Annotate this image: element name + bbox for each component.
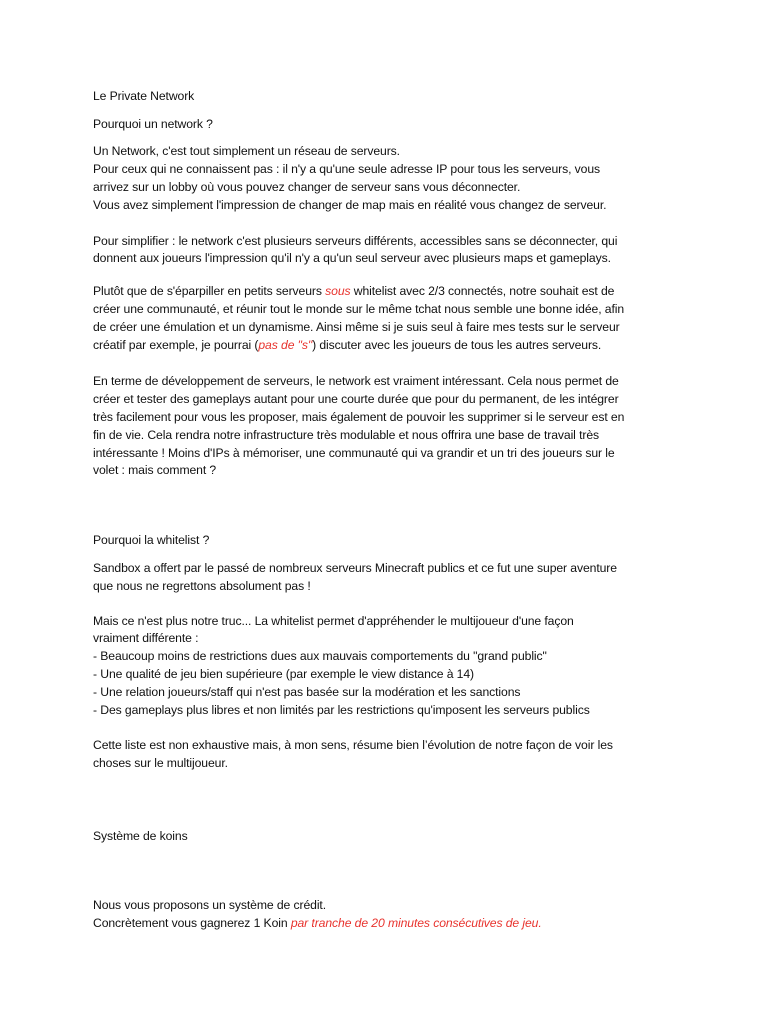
heading-whitelist: Pourquoi la whitelist ? xyxy=(93,533,210,547)
text-segment: Plutôt que de s'éparpiller en petits serveurs xyxy=(93,284,326,298)
text-line xyxy=(93,338,601,352)
text-line: Nous vous proposons un système de crédit. xyxy=(93,898,327,912)
text-line: Un Network, c'est tout simplement un réseau de serveurs. xyxy=(93,144,400,158)
text-line: fin de vie. Cela rendra notre infrastructure très modulable et nous offrira une base de travail très xyxy=(93,428,599,442)
text-segment: Concrètement vous gagnerez 1 Koin xyxy=(93,916,291,930)
text-line: Mais ce n'est plus notre truc... La whitelist permet d'appréhender le multijoueur d'une façon xyxy=(93,614,574,628)
list-item: - Une relation joueurs/staff qui n'est pas basée sur la modération et les sanctions xyxy=(93,685,521,699)
list-item: - Une qualité de jeu bien supérieure (par exemple le view distance à 14) xyxy=(93,667,474,681)
text-line: vraiment différente : xyxy=(93,631,199,645)
text-line: arrivez sur un lobby où vous pouvez changer de serveur sans vous déconnecter. xyxy=(93,180,521,194)
text-line: Vous avez simplement l'impression de changer de map mais en réalité vous changez de serveur. xyxy=(93,198,607,212)
text-line: Pour simplifier : le network c'est plusieurs serveurs différents, accessibles sans se déconnecter, qui xyxy=(93,234,618,248)
text-line: que nous ne regrettons absolument pas ! xyxy=(93,579,311,593)
heading-koins: Système de koins xyxy=(93,829,188,843)
text-line: donnent aux joueurs l'impression qu'il n'y a qu'un seul serveur avec plusieurs maps et gameplays. xyxy=(93,251,611,265)
text-line: Pour ceux qui ne connaissent pas : il n'y a qu'une seule adresse IP pour tous les serveurs, vous xyxy=(93,162,601,176)
heading-network: Pourquoi un network ? xyxy=(93,117,213,131)
text-line: choses sur le multijoueur. xyxy=(93,756,228,770)
text-line: de créer une émulation et un dynamisme. Ainsi même si je suis seul à faire mes tests sur le serveur xyxy=(93,320,620,334)
text-line: Cette liste est non exhaustive mais, à mon sens, résume bien l’évolution de notre façon de voir les xyxy=(93,738,613,752)
list-item: - Des gameplays plus libres et non limités par les restrictions qu'imposent les serveurs publics xyxy=(93,703,590,717)
text-line: créer et tester des gameplays autant pour une courte durée que pour du permanent, de les intégrer xyxy=(93,392,619,406)
text-line: très facilement pour vous les proposer, mais également de pouvoir les supprimer si le serveur est en xyxy=(93,410,625,424)
text-line: créer une communauté, et réunir tout le monde sur le même tchat nous semble une bonne idée, afin xyxy=(93,302,625,316)
text-segment: ) discuter avec les joueurs de tous les autres serveurs. xyxy=(312,338,602,352)
highlight-correction: sous xyxy=(325,284,351,298)
list-item: - Beaucoup moins de restrictions dues aux mauvais comportements du "grand public" xyxy=(93,649,547,663)
text-line: En terme de développement de serveurs, le network est vraiment intéressant. Cela nous permet de xyxy=(93,374,619,388)
text-line: intéressante ! Moins d'IPs à mémoriser, une communauté qui va grandir et un tri des joueurs sur le xyxy=(93,446,615,460)
document-title: Le Private Network xyxy=(93,89,195,103)
highlight-correction: pas de "s" xyxy=(258,338,313,352)
text-segment: créatif par exemple, je pourrai ( xyxy=(93,338,259,352)
text-line: Sandbox a offert par le passé de nombreux serveurs Minecraft publics et ce fut une super aventure xyxy=(93,561,617,575)
text-line xyxy=(93,284,614,298)
text-line: volet : mais comment ? xyxy=(93,463,217,477)
text-line xyxy=(93,916,542,930)
highlight-correction: par tranche de 20 minutes consécutives de jeu. xyxy=(290,916,542,930)
text-segment: whitelist avec 2/3 connectés, notre souhait est de xyxy=(350,284,615,298)
